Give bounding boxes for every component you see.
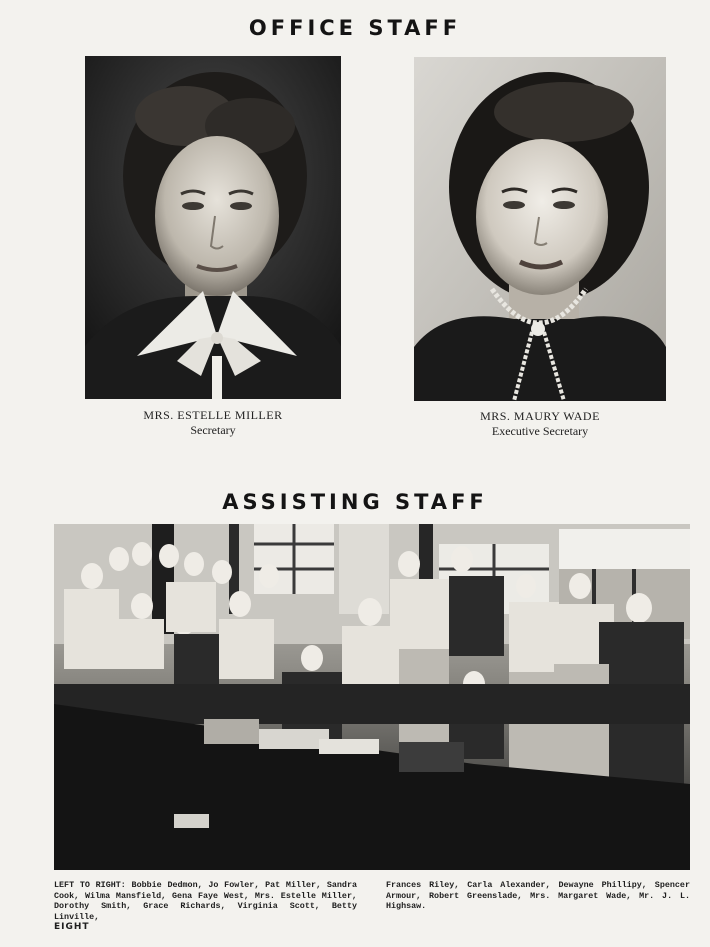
- person-name: MRS. MAURY WADE: [480, 409, 600, 423]
- portrait-estelle-miller: [85, 56, 341, 399]
- group-photo-image: [54, 524, 690, 870]
- person-name: MRS. ESTELLE MILLER: [143, 408, 283, 422]
- assisting-staff-group-photo: [54, 524, 690, 870]
- portrait-maury-wade-image: [414, 57, 666, 401]
- caption-estelle-miller: [85, 408, 341, 438]
- person-title: Executive Secretary: [491, 424, 589, 438]
- assisting-staff-heading: ASSISTING STAFF: [222, 490, 488, 514]
- page-number: EIGHT: [54, 922, 90, 932]
- office-staff-heading: OFFICE STAFF: [248, 16, 462, 40]
- person-title: Secretary: [190, 423, 236, 437]
- caption-maury-wade: [414, 409, 666, 439]
- group-caption-left: LEFT TO RIGHT: Bobbie Dedmon, Jo Fowler, Pat Miller, Sandra Cook, Wilma Mansfield, Gena Faye West, Mrs. Estelle Miller, Dorothy Smith, Grace Richards, Virginia Scott, Betty Linville,: [54, 880, 357, 922]
- portrait-estelle-miller-image: [85, 56, 341, 399]
- portrait-maury-wade: [414, 57, 666, 401]
- group-caption-right: Frances Riley, Carla Alexander, Dewayne Phillipy, Spencer Armour, Robert Greenslade, Mrs. Margaret Wade, Mr. J. L. Highsaw.: [386, 880, 690, 911]
